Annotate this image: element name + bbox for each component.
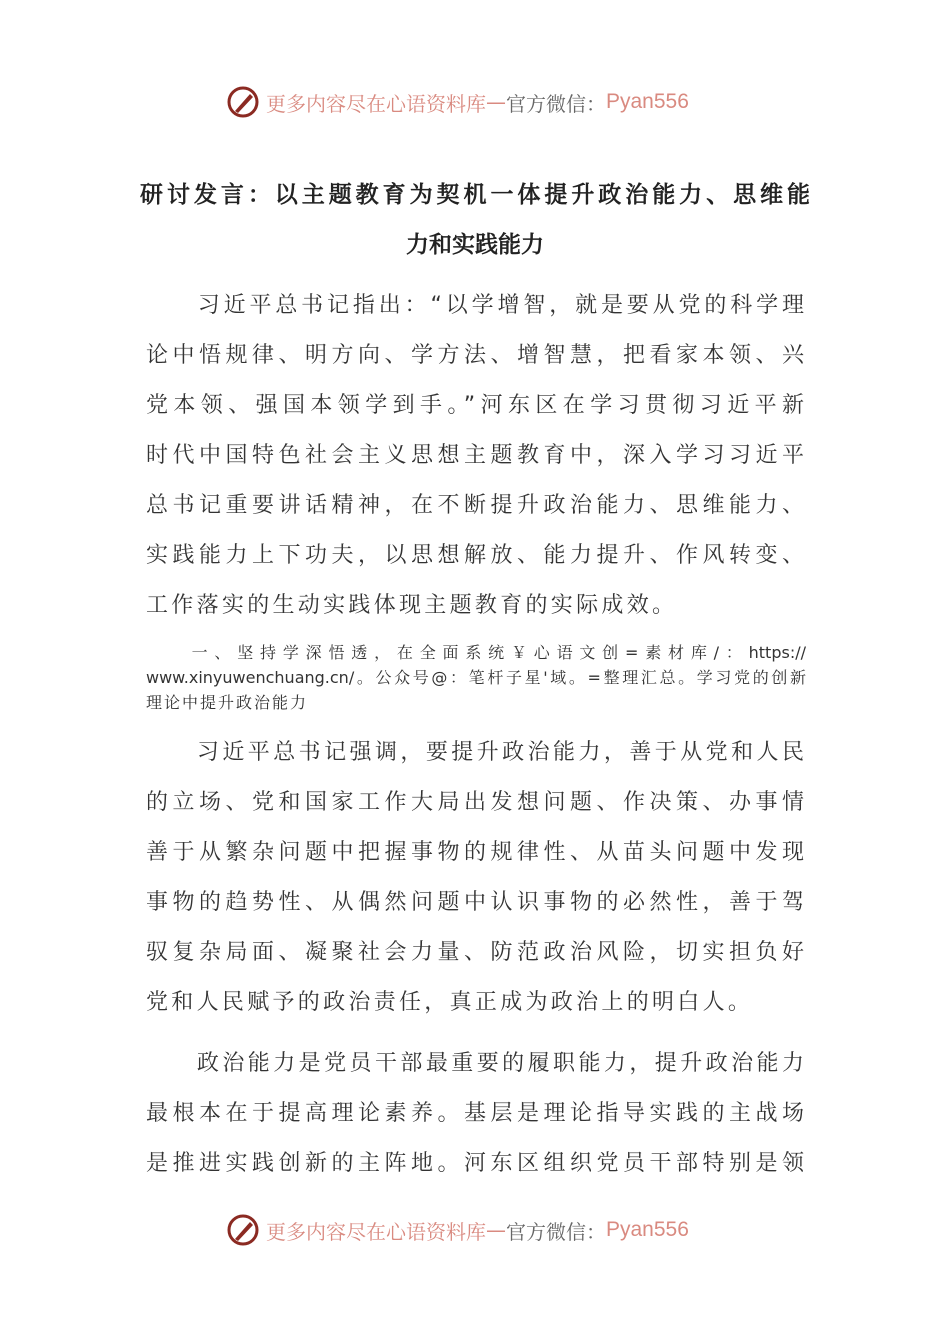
text-line: 驭复杂局面、凝聚社会力量、防范政治风险，切实担负好 — [146, 940, 804, 965]
text-line: 党和人民赋予的政治责任，真正成为政治上的明白人。 — [146, 990, 754, 1015]
text-line: 党本领、强国本领学到手。”河东区在学习贯彻习近平新 — [146, 393, 804, 418]
text-line: 习近平总书记指出：“以学增智，就是要从党的科学理 — [146, 293, 804, 318]
text-line: 工作落实的生动实践体现主题教育的实际成效。 — [146, 593, 678, 618]
section-heading-1 — [146, 640, 806, 715]
banner-main-text: 更多内容尽在心语资料库 — [266, 91, 486, 116]
text-line: 论中悟规律、明方向、学方法、增智慧，把看家本领、兴 — [146, 343, 804, 368]
text-line: 最根本在于提高理论素养。基层是理论指导实践的主战场 — [146, 1101, 804, 1126]
footer-watermark-banner — [226, 1210, 726, 1250]
text-line: 时代中国特色社会主义思想主题教育中，深入学习习近平 — [146, 443, 804, 468]
paragraph-3 — [146, 1039, 804, 1189]
page-title — [140, 170, 810, 270]
text-line: 的立场、党和国家工作大局出发想问题、作决策、办事情 — [146, 790, 804, 815]
text-line: 善于从繁杂问题中把握事物的规律性、从苗头问题中发现 — [146, 840, 804, 865]
title-line: 研讨发言：以主题教育为契机一体提升政治能力、思维能 — [140, 182, 810, 208]
text-line: 政治能力是党员干部最重要的履职能力，提升政治能力 — [146, 1051, 804, 1076]
banner-wechat-id: Pyan556 — [606, 1218, 689, 1241]
text-line: 习近平总书记强调，要提升政治能力，善于从党和人民 — [146, 740, 804, 765]
text-line: 是推进实践创新的主阵地。河东区组织党员干部特别是领 — [146, 1151, 804, 1176]
header-watermark-banner — [226, 82, 726, 122]
text-line: 总书记重要讲话精神，在不断提升政治能力、思维能力、 — [146, 493, 804, 518]
title-line: 力和实践能力 — [406, 232, 544, 258]
heading-line: 理论中提升政治能力 — [146, 693, 309, 712]
paragraph-2 — [146, 728, 804, 1028]
heading-line: www.xinyuwenchuang.cn/。公众号@：笔杆子星'域。=整理汇总。学习党的创新 — [146, 668, 806, 687]
banner-label: 官方微信： — [506, 91, 606, 116]
banner-label: 官方微信： — [506, 1219, 606, 1244]
text-line: 事物的趋势性、从偶然问题中认识事物的必然性，善于驾 — [146, 890, 804, 915]
heading-line: 一、坚持学深悟透，在全面系统￥心语文创=素材库/：https:// — [146, 643, 806, 662]
banner-dash: — — [486, 90, 506, 114]
banner-main-text: 更多内容尽在心语资料库 — [266, 1219, 486, 1244]
pen-logo-icon — [226, 85, 260, 119]
banner-dash: — — [486, 1218, 506, 1242]
paragraph-1 — [146, 281, 804, 631]
banner-wechat-id: Pyan556 — [606, 90, 689, 113]
pen-logo-icon — [226, 1213, 260, 1247]
text-line: 实践能力上下功夫，以思想解放、能力提升、作风转变、 — [146, 543, 804, 568]
